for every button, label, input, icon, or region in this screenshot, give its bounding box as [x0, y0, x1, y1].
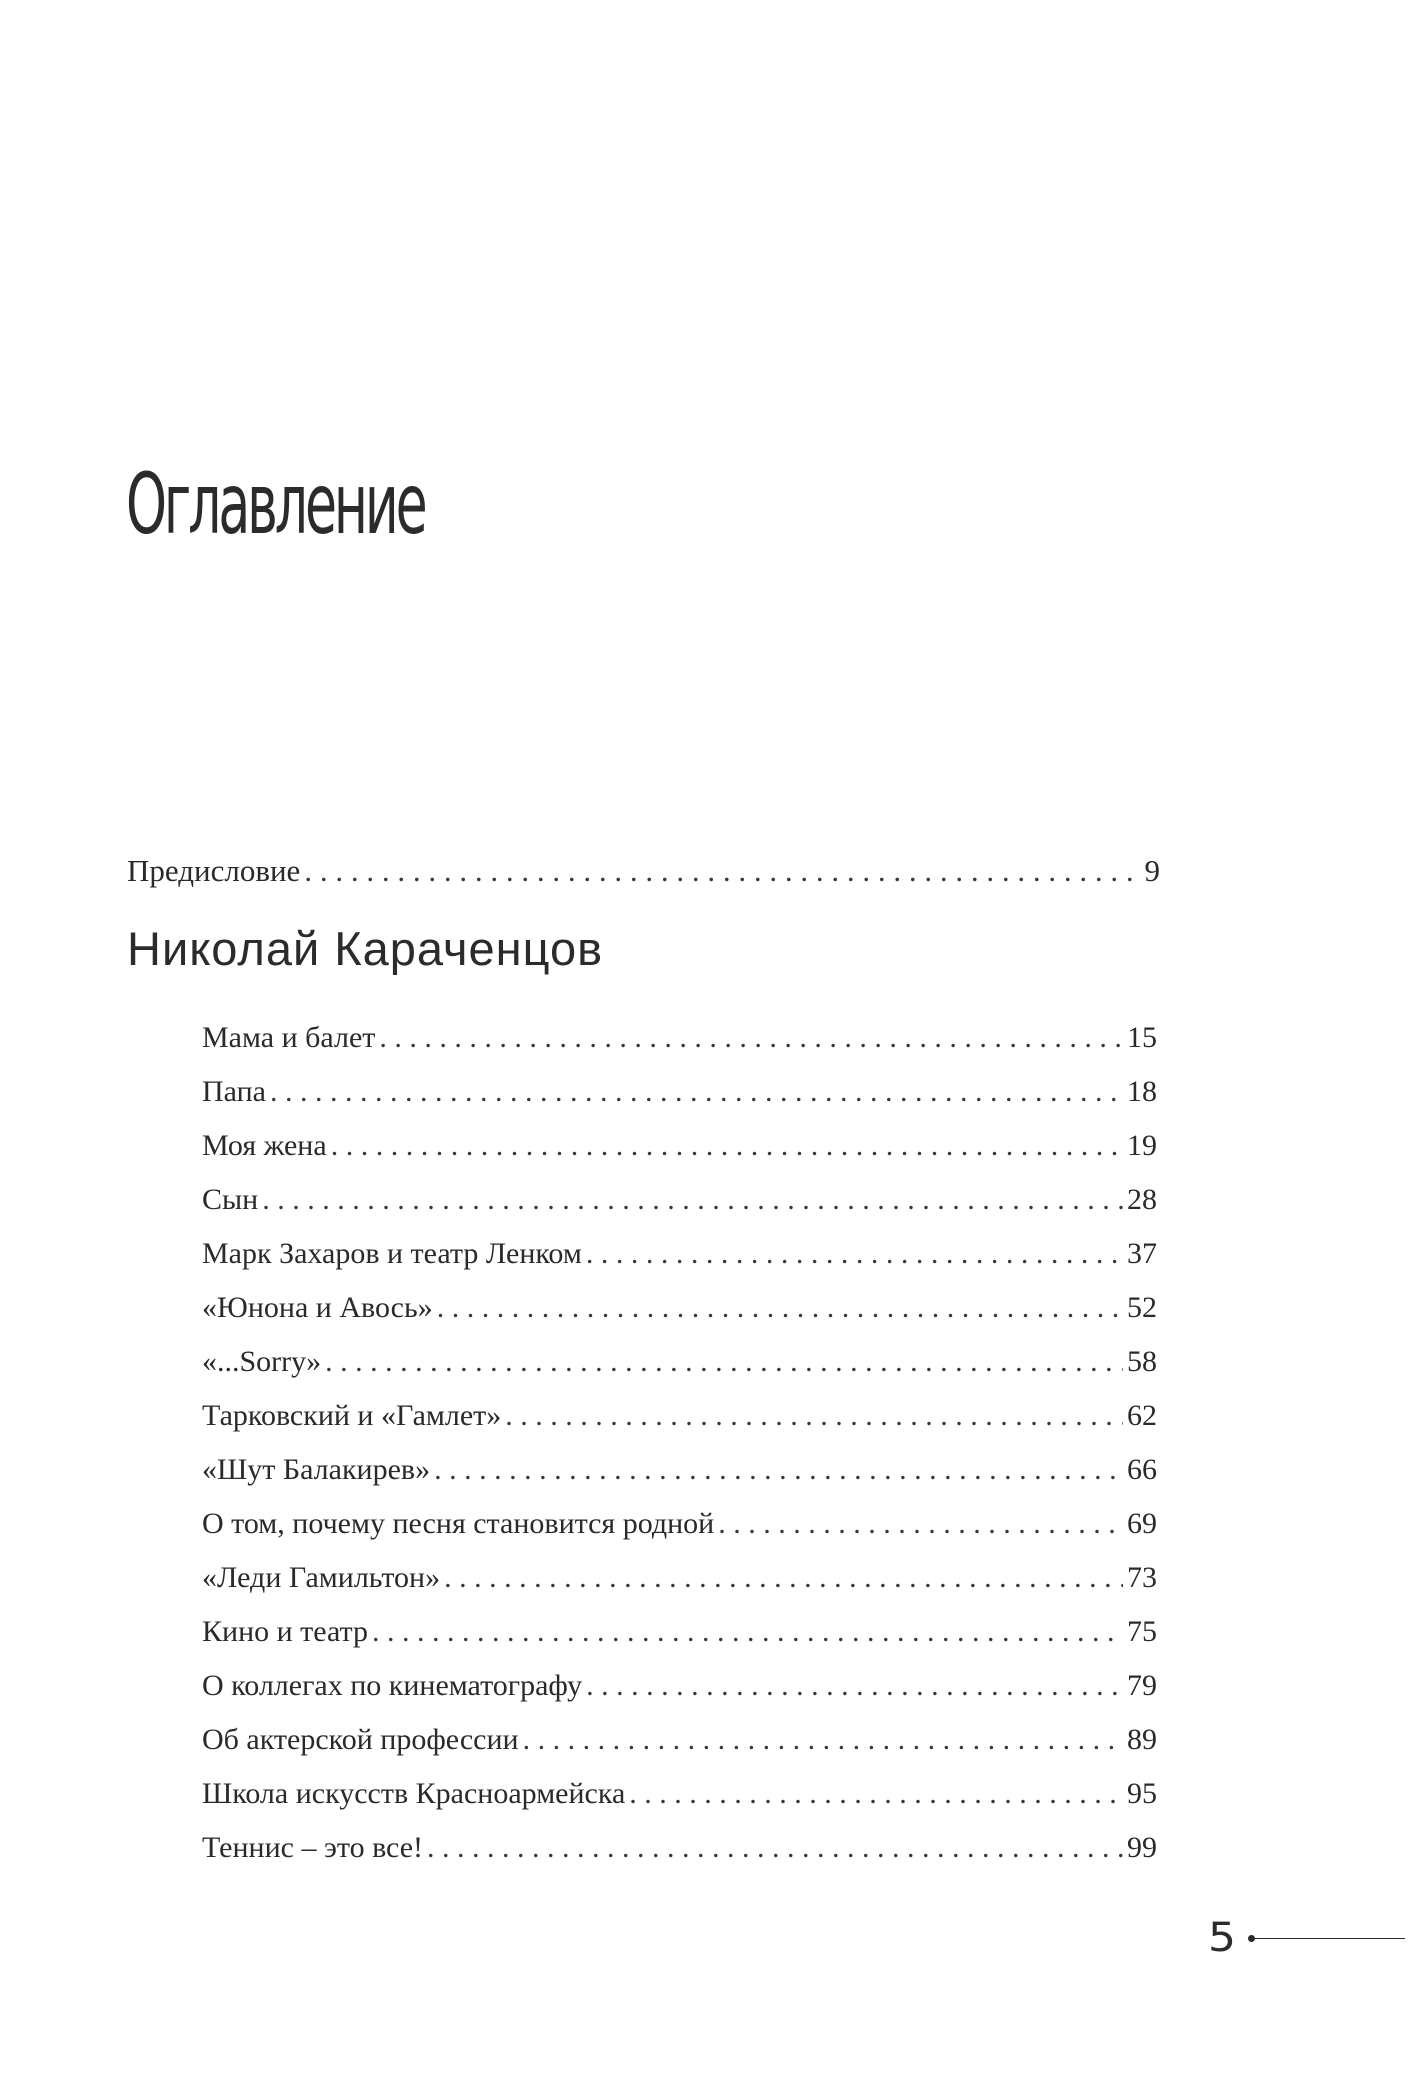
- toc-entry-label: Теннис – это все!: [202, 1831, 424, 1864]
- toc-entry[interactable]: [202, 1833, 1157, 1863]
- dot-leader: [262, 1185, 1123, 1215]
- toc-entry-page: 15: [1127, 1021, 1157, 1054]
- toc-entry-label: «...Sorry»: [202, 1345, 322, 1378]
- toc-entry-page: 73: [1127, 1561, 1157, 1594]
- toc-entry-page: 28: [1127, 1183, 1157, 1216]
- page-title: Оглавление: [126, 455, 425, 553]
- toc-entry[interactable]: [202, 1347, 1157, 1377]
- toc-entry-foreword[interactable]: [127, 855, 1160, 886]
- toc-entry-label: О том, почему песня становится родной: [202, 1507, 715, 1540]
- toc-entry[interactable]: [202, 1779, 1157, 1809]
- toc-entry[interactable]: [202, 1671, 1157, 1701]
- toc-entry-page: 75: [1127, 1615, 1157, 1648]
- toc-entry-label: «Леди Гамильтон»: [202, 1561, 441, 1594]
- toc-entry-label: О коллегах по кинематографу: [202, 1669, 583, 1702]
- toc-entry-label: Марк Захаров и театр Ленком: [202, 1237, 582, 1270]
- toc-entry[interactable]: [202, 1293, 1157, 1323]
- dot-leader: [437, 1293, 1123, 1323]
- footer-rule: [1255, 1938, 1405, 1939]
- toc-entry-page: 37: [1127, 1237, 1157, 1270]
- dot-leader: [379, 1023, 1123, 1053]
- toc-entry-page: 89: [1127, 1723, 1157, 1756]
- dot-leader: [304, 855, 1140, 886]
- dot-leader: [629, 1779, 1123, 1809]
- dot-leader: [331, 1131, 1123, 1161]
- dot-leader: [270, 1077, 1123, 1107]
- section-heading: Николай Караченцов: [127, 922, 604, 975]
- toc-entry[interactable]: [202, 1185, 1157, 1215]
- toc-entry-page: 58: [1127, 1345, 1157, 1378]
- dot-leader: [586, 1239, 1123, 1269]
- toc-entry[interactable]: [202, 1401, 1157, 1431]
- toc-entry[interactable]: [202, 1023, 1157, 1053]
- toc-entry-page: 95: [1127, 1777, 1157, 1810]
- toc-entry[interactable]: [202, 1077, 1157, 1107]
- toc-entry-label: Папа: [202, 1075, 266, 1108]
- dot-leader: [586, 1671, 1123, 1701]
- toc-entry[interactable]: [202, 1617, 1157, 1647]
- toc-entry-page: 69: [1127, 1507, 1157, 1540]
- toc-entry-page: 62: [1127, 1399, 1157, 1432]
- toc-entry[interactable]: [202, 1131, 1157, 1161]
- toc-entry-label: Предисловие: [127, 853, 301, 888]
- toc-entry[interactable]: [202, 1725, 1157, 1755]
- dot-leader: [427, 1833, 1123, 1863]
- toc-entry-label: Тарковский и «Гамлет»: [202, 1399, 502, 1432]
- dot-leader: [325, 1347, 1123, 1377]
- toc-entry-page: 9: [1144, 853, 1160, 888]
- dot-leader: [718, 1509, 1123, 1539]
- dot-leader: [434, 1455, 1123, 1485]
- toc-entry[interactable]: [202, 1239, 1157, 1269]
- footer-dot-ornament: [1248, 1935, 1255, 1942]
- toc-entry-page: 99: [1127, 1831, 1157, 1864]
- dot-leader: [444, 1563, 1123, 1593]
- toc-entry-label: Школа искусств Красноармейска: [202, 1777, 626, 1810]
- toc-entry-label: Об актерской профессии: [202, 1723, 519, 1756]
- toc-entry-page: 79: [1127, 1669, 1157, 1702]
- toc-entry-page: 19: [1127, 1129, 1157, 1162]
- toc-entry[interactable]: [202, 1455, 1157, 1485]
- toc-entry[interactable]: [202, 1563, 1157, 1593]
- toc-entry-label: Сын: [202, 1183, 259, 1216]
- toc-entry-label: Кино и театр: [202, 1615, 368, 1648]
- toc-entry-label: Мама и балет: [202, 1021, 376, 1054]
- page-number: 5: [1208, 1915, 1236, 1961]
- toc-entry-label: «Шут Балакирев»: [202, 1453, 431, 1486]
- toc-entry[interactable]: [202, 1509, 1157, 1539]
- dot-leader: [523, 1725, 1123, 1755]
- toc-entry-page: 18: [1127, 1075, 1157, 1108]
- toc-entry-page: 52: [1127, 1291, 1157, 1324]
- toc-entry-page: 66: [1127, 1453, 1157, 1486]
- toc-entry-label: «Юнона и Авось»: [202, 1291, 433, 1324]
- dot-leader: [505, 1401, 1123, 1431]
- dot-leader: [372, 1617, 1123, 1647]
- toc-entry-label: Моя жена: [202, 1129, 327, 1162]
